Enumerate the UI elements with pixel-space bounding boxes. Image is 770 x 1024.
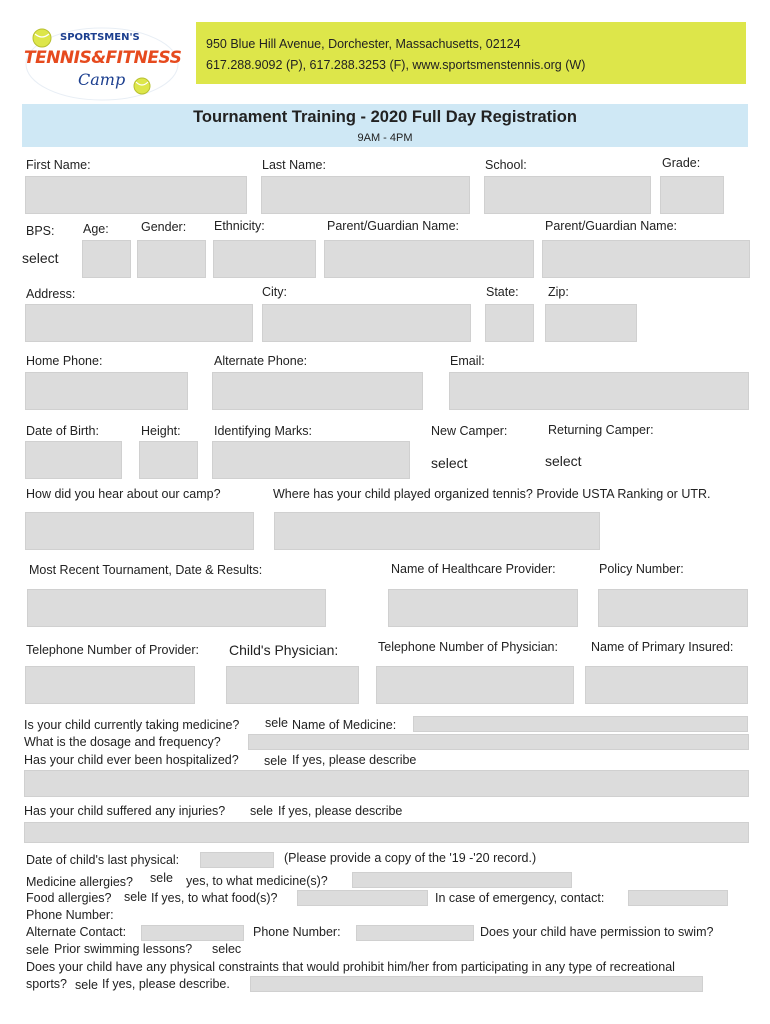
state-field[interactable]: [485, 304, 534, 342]
city-field[interactable]: [262, 304, 471, 342]
returning-camper-label: Returning Camper:: [548, 423, 654, 437]
last-name-field[interactable]: [261, 176, 470, 214]
prior-swim-select[interactable]: selec: [212, 942, 242, 956]
constraints-label-1: Does your child have any physical constraints that would prohibit him/her from participating in any type of recreational: [26, 960, 675, 974]
ethnicity-label: Ethnicity:: [214, 219, 265, 233]
returning-camper-select[interactable]: select: [545, 453, 582, 469]
home-phone-label: Home Phone:: [26, 354, 103, 368]
medicine-select[interactable]: sele: [265, 716, 288, 730]
recent-tournament-label: Most Recent Tournament, Date & Results:: [29, 563, 263, 577]
injuries-label: Has your child suffered any injuries?: [24, 804, 226, 818]
camp-logo: [22, 24, 182, 104]
constraints-label-2: sports?: [26, 977, 67, 991]
hospitalized-describe-field[interactable]: [24, 770, 749, 797]
injuries-describe-field[interactable]: [24, 822, 749, 843]
emergency-contact-label: In case of emergency, contact:: [435, 891, 605, 905]
physical-note-label: (Please provide a copy of the '19 -'20 record.): [284, 851, 537, 865]
hear-about-label: How did you hear about our camp?: [26, 487, 221, 501]
dosage-label: What is the dosage and frequency?: [24, 735, 221, 749]
physician-phone-label: Telephone Number of Physician:: [378, 640, 558, 654]
address-label: Address:: [26, 287, 76, 301]
date-of-birth-field[interactable]: [25, 441, 122, 479]
first-name-field[interactable]: [25, 176, 247, 214]
form-title: Tournament Training - 2020 Full Day Registration: [193, 108, 577, 126]
injuries-describe-label: If yes, please describe: [278, 804, 403, 818]
parent-guardian-1-field[interactable]: [324, 240, 534, 278]
swim-permission-select[interactable]: sele: [26, 943, 49, 957]
medicine-name-label: Name of Medicine:: [292, 718, 397, 732]
childs-physician-field[interactable]: [226, 666, 359, 704]
constraints-describe-field[interactable]: [250, 976, 703, 992]
provider-phone-field[interactable]: [25, 666, 195, 704]
alternate-phone-number-field[interactable]: [356, 925, 474, 941]
last-name-label: Last Name:: [262, 158, 326, 172]
school-label: School:: [485, 158, 527, 172]
home-phone-field[interactable]: [25, 372, 188, 410]
phone-number-label: Phone Number:: [26, 908, 114, 922]
grade-label: Grade:: [662, 156, 701, 170]
address-box: [196, 22, 746, 84]
parent-guardian-2-label: Parent/Guardian Name:: [545, 219, 678, 233]
medicine-allergies-yes-label: yes, to what medicine(s)?: [186, 874, 328, 888]
physician-phone-field[interactable]: [376, 666, 574, 704]
first-name-label: First Name:: [26, 158, 91, 172]
address-line-2: 617.288.9092 (P), 617.288.3253 (F), www.sportsmenstennis.org (W): [206, 58, 586, 72]
swim-permission-label: Does your child have permission to swim?: [480, 925, 714, 939]
phone-number-field[interactable]: [126, 907, 127, 921]
constraints-describe-label: If yes, please describe.: [102, 977, 230, 991]
parent-guardian-2-field[interactable]: [542, 240, 750, 278]
alternate-phone-number-label: Phone Number:: [253, 925, 341, 939]
title-bar: [22, 104, 748, 147]
new-camper-label: New Camper:: [431, 424, 508, 438]
constraints-select[interactable]: sele: [75, 978, 98, 992]
medicine-allergies-select[interactable]: sele: [150, 871, 173, 885]
address-field[interactable]: [25, 304, 253, 342]
height-label: Height:: [141, 424, 181, 438]
gender-field[interactable]: [137, 240, 206, 278]
alternate-contact-label: Alternate Contact:: [26, 925, 127, 939]
last-physical-label: Date of child's last physical:: [26, 853, 180, 867]
medicine-allergies-label: Medicine allergies?: [26, 875, 134, 889]
gender-label: Gender:: [141, 220, 187, 234]
emergency-contact-field[interactable]: [628, 890, 728, 906]
food-allergies-field[interactable]: [297, 890, 428, 906]
injuries-select[interactable]: sele: [250, 804, 273, 818]
age-label: Age:: [83, 222, 109, 236]
alternate-contact-field[interactable]: [141, 925, 244, 941]
email-label: Email:: [450, 354, 485, 368]
school-field[interactable]: [484, 176, 651, 214]
logo-top-text: SPORTSMEN'S: [60, 32, 140, 43]
primary-insured-label: Name of Primary Insured:: [591, 640, 734, 654]
tennis-played-field[interactable]: [274, 512, 600, 550]
identifying-marks-label: Identifying Marks:: [214, 424, 312, 438]
healthcare-provider-field[interactable]: [388, 589, 578, 627]
alternate-phone-field[interactable]: [212, 372, 423, 410]
tennis-played-label: Where has your child played organized tennis? Provide USTA Ranking or UTR.: [273, 487, 711, 501]
form-subtitle: 9AM - 4PM: [357, 132, 413, 144]
height-field[interactable]: [139, 441, 198, 479]
bps-select[interactable]: select: [22, 250, 59, 266]
medicine-name-field[interactable]: [413, 716, 748, 732]
grade-field[interactable]: [660, 176, 724, 214]
identifying-marks-field[interactable]: [212, 441, 410, 479]
primary-insured-field[interactable]: [585, 666, 748, 704]
prior-swim-label: Prior swimming lessons?: [54, 942, 193, 956]
logo-mid-text: TENNIS&FITNESS: [24, 48, 182, 68]
food-allergies-yes-label: If yes, to what food(s)?: [151, 891, 278, 905]
city-label: City:: [262, 285, 287, 299]
new-camper-select[interactable]: select: [431, 455, 468, 471]
address-line-1: 950 Blue Hill Avenue, Dorchester, Massachusetts, 02124: [206, 37, 521, 51]
hospitalized-label: Has your child ever been hospitalized?: [24, 753, 239, 767]
recent-tournament-field[interactable]: [27, 589, 326, 627]
dosage-field[interactable]: [248, 734, 749, 750]
food-allergies-label: Food allergies?: [26, 891, 112, 905]
medicine-allergies-field[interactable]: [352, 872, 572, 888]
provider-phone-label: Telephone Number of Provider:: [26, 643, 200, 657]
zip-label: Zip:: [548, 285, 569, 299]
state-label: State:: [486, 285, 519, 299]
last-physical-field[interactable]: [200, 852, 274, 868]
ethnicity-field[interactable]: [213, 240, 316, 278]
policy-number-label: Policy Number:: [599, 562, 684, 576]
date-of-birth-label: Date of Birth:: [26, 424, 99, 438]
logo-bottom-text: Camp: [78, 70, 126, 89]
hear-about-field[interactable]: [25, 512, 254, 550]
zip-field[interactable]: [545, 304, 637, 342]
parent-guardian-1-label: Parent/Guardian Name:: [327, 219, 460, 233]
healthcare-provider-label: Name of Healthcare Provider:: [391, 562, 556, 576]
age-field[interactable]: [82, 240, 131, 278]
hospitalized-describe-label: If yes, please describe: [292, 753, 417, 767]
food-allergies-select[interactable]: sele: [124, 890, 147, 904]
bps-label: BPS:: [26, 224, 55, 238]
hospitalized-select[interactable]: sele: [264, 754, 287, 768]
medicine-question-label: Is your child currently taking medicine?: [24, 718, 240, 732]
policy-number-field[interactable]: [598, 589, 748, 627]
childs-physician-label: Child's Physician:: [229, 642, 339, 658]
email-field[interactable]: [449, 372, 749, 410]
alternate-phone-label: Alternate Phone:: [214, 354, 308, 368]
